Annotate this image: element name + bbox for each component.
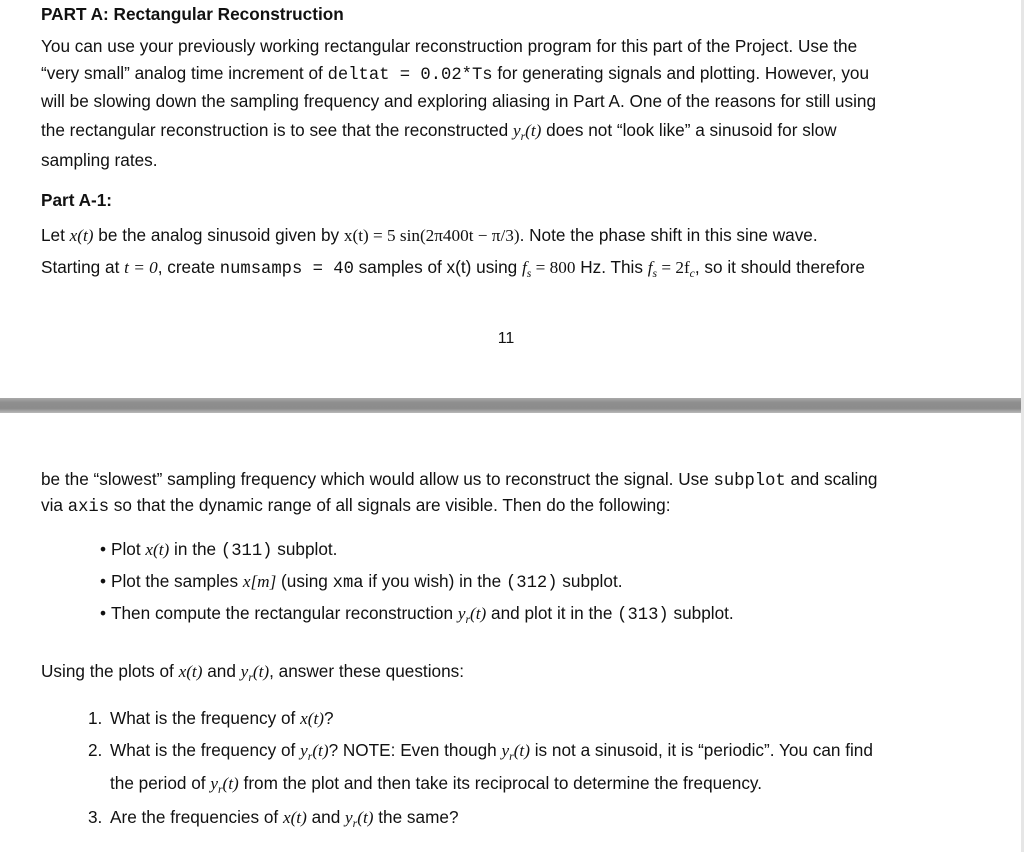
bullet-icon: • (100, 539, 107, 559)
inline-code: numsamps = 40 (219, 260, 354, 279)
bullet-icon: • (100, 571, 107, 591)
math-xt: x(t) (145, 540, 170, 559)
math-xt: x(t) (178, 662, 203, 681)
question-item: 2. What is the frequency of $y_r(t)$? NOTE: Even though $y_r(t)$ is not a sinusoid, it is “periodic”. You can find (88, 740, 873, 764)
bullet-icon: • (100, 603, 107, 623)
list-item: • Then compute the rectangular reconstruction $y_r(t)$ and plot it in the (313) subplot. (100, 603, 734, 627)
subsection-heading: Part A-1: (41, 190, 112, 210)
list-item: • Plot x(t) in the (311) subplot. (100, 539, 338, 561)
math-equation: x(t) = 5 sin(2π400t − π/3) (343, 226, 520, 245)
question-item: 1. What is the frequency of x(t)? (88, 708, 334, 728)
math-xt: x(t) (300, 709, 324, 728)
document-page-1 (0, 0, 1024, 398)
paragraph-line: Starting at t = 0, create numsamps = 40 samples of x(t) using $f_s = 800$ Hz. This $f_s = 2f_c$, so it should therefore (41, 257, 865, 281)
math-yr: $y_r(t)$ (240, 662, 270, 685)
paragraph-line: “very small” analog time increment of deltat = 0.02*Ts for generating signals and plotting. However, you (41, 63, 870, 85)
page-number: 11 (497, 330, 515, 347)
math-yr: $y_r(t)$ (501, 741, 530, 764)
paragraph-line: be the “slowest” sampling frequency which would allow us to reconstruct the signal. Use subplot and scaling (41, 469, 878, 491)
paragraph-line: Let x(t) be the analog sinusoid given by x(t) = 5 sin(2π400t − π/3). Note the phase shift in this sine wave. (41, 225, 818, 245)
math-xm: x[m] (242, 572, 277, 591)
inline-code: subplot (713, 472, 786, 491)
paragraph-line: will be slowing down the sampling frequency and exploring aliasing in Part A. One of the reasons for still using (41, 91, 877, 111)
math-yr: $y_r(t)$ (300, 741, 329, 764)
paragraph-line: via axis so that the dynamic range of all signals are visible. Then do the following: (41, 495, 671, 517)
question-continuation: the period of $y_r(t)$ from the plot and then take its reciprocal to determine the frequency. (110, 773, 763, 797)
section-heading: PART A: Rectangular Reconstruction (41, 4, 344, 24)
math-fs: $f_s = 800$ (522, 258, 576, 281)
math-fs-2fc: $f_s = 2f_c$ (647, 258, 695, 281)
math-yr: $y_r(t)$ (345, 808, 374, 831)
math-yr: $y_r(t)$ (210, 774, 239, 797)
math-xt: x(t) (282, 808, 307, 827)
paragraph-line: the rectangular reconstruction is to see that the reconstructed $y_r(t)$ does not “look like” a sinusoid for slow (41, 120, 837, 144)
math-yr: $y_r(t)$ (457, 604, 487, 627)
inline-code: deltat = 0.02*Ts (327, 66, 493, 85)
page-break (0, 398, 1024, 413)
document-page-2 (0, 413, 1024, 852)
paragraph-line: sampling rates. (41, 150, 158, 170)
paragraph-line: You can use your previously working rectangular reconstruction program for this part of the Project. Use the (41, 36, 858, 56)
paragraph-line: Using the plots of x(t) and $y_r(t)$, answer these questions: (41, 661, 465, 685)
question-item: 3. Are the frequencies of x(t) and $y_r(t)$ the same? (88, 807, 459, 831)
list-item: • Plot the samples x[m] (using xma if you wish) in the (312) subplot. (100, 571, 623, 593)
inline-code: axis (67, 498, 110, 517)
math-yr: $y_r(t)$ (512, 121, 542, 144)
math-t0: t = 0 (124, 258, 158, 277)
math-xt: x(t) (69, 226, 94, 245)
